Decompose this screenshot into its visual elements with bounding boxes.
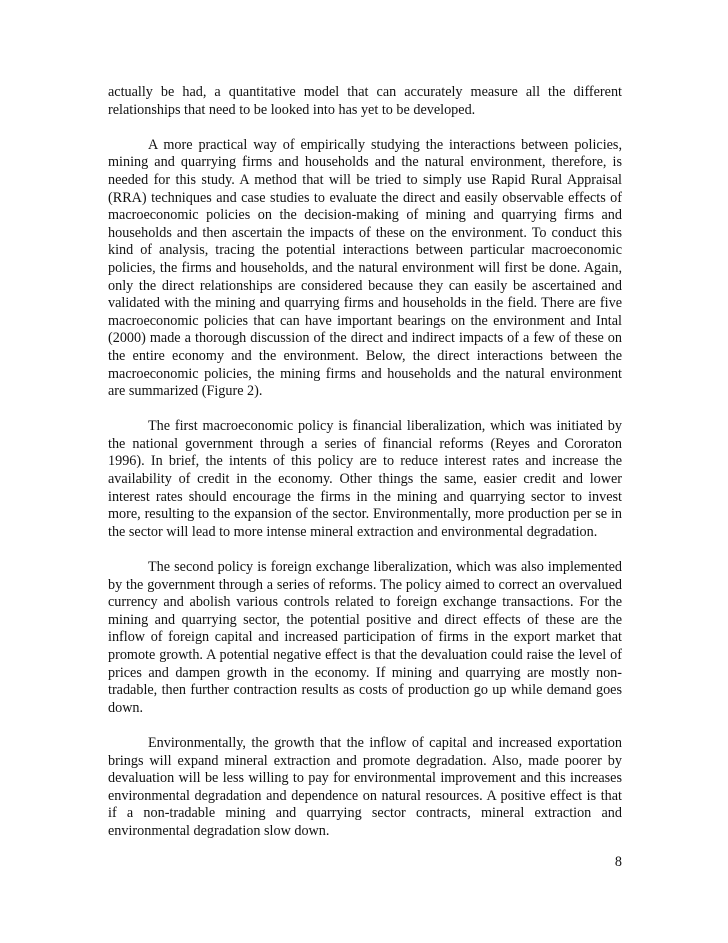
paragraph-continuation: actually be had, a quantitative model that can accurately measure all the different relationships that need to be looked into has yet to be developed. [108,84,622,118]
page-number: 8 [614,854,622,870]
paragraph-method: A more practical way of empirically studying the interactions between policies, mining and quarrying firms and households and the natural environment, therefore, is needed for this study. A method that will be tried to simply use Rapid Rural Appraisal (RRA) techniques and case studies to evaluate the direct and easily observable effects of macroeconomic policies on the decision-making of mining and quarrying firms and households and then ascertain the impacts of these on the environment. To conduct this kind of analysis, tracing the potential interactions between particular macroeconomic policies, the firms and households, and the natural environment will first be done. Again, only the direct relationships are considered because they can easily be ascertained and validated with the mining and quarrying firms and households in the field. There are five macroeconomic policies that can have important bearings on the environment and Intal (2000) made a thorough discussion of the direct and indirect impacts of a few of these on the entire economy and the environment. Below, the direct interactions between the macroeconomic policies, the mining firms and households and the natural environment are summarized (Figure 2). [108,136,622,400]
paragraph-foreign-exchange-liberalization: The second policy is foreign exchange liberalization, which was also implemented by the government through a series of reforms. The policy aimed to correct an overvalued currency and abolish various controls related to foreign exchange transactions. For the mining and quarrying sector, the potential positive and direct effects of these are the inflow of foreign capital and increased participation of firms in the export market that promote growth. A potential negative effect is that the devaluation could raise the level of prices and dampen growth in the economy. If mining and quarrying are mostly non-tradable, then further contraction results as costs of production go up while demand goes down. [108,559,622,716]
paragraph-gap [108,541,622,559]
document-body [108,84,622,841]
paragraph-gap [108,119,622,137]
paragraph-gap [108,717,622,735]
paragraph-gap [108,401,622,419]
paragraph-environmental-effects: Environmentally, the growth that the inflow of capital and increased exportation brings will expand mineral extraction and promote degradation. Also, made poorer by devaluation will be less willing to pay for environmental improvement and this increases environmental degradation and dependence on natural resources. A positive effect is that if a non-tradable mining and quarrying sector contracts, mineral extraction and environmental degradation slow down. [108,734,622,839]
paragraph-financial-liberalization: The first macroeconomic policy is financial liberalization, which was initiated by the national government through a series of financial reforms (Reyes and Cororaton 1996). In brief, the intents of this policy are to reduce interest rates and increase the availability of credit in the economy. Other things the same, easier credit and lower interest rates should encourage the firms in the mining and quarrying sector to invest more, resulting to the expansion of the sector. Environmentally, more production per se in the sector will lead to more intense mineral extraction and environmental degradation. [108,418,622,540]
